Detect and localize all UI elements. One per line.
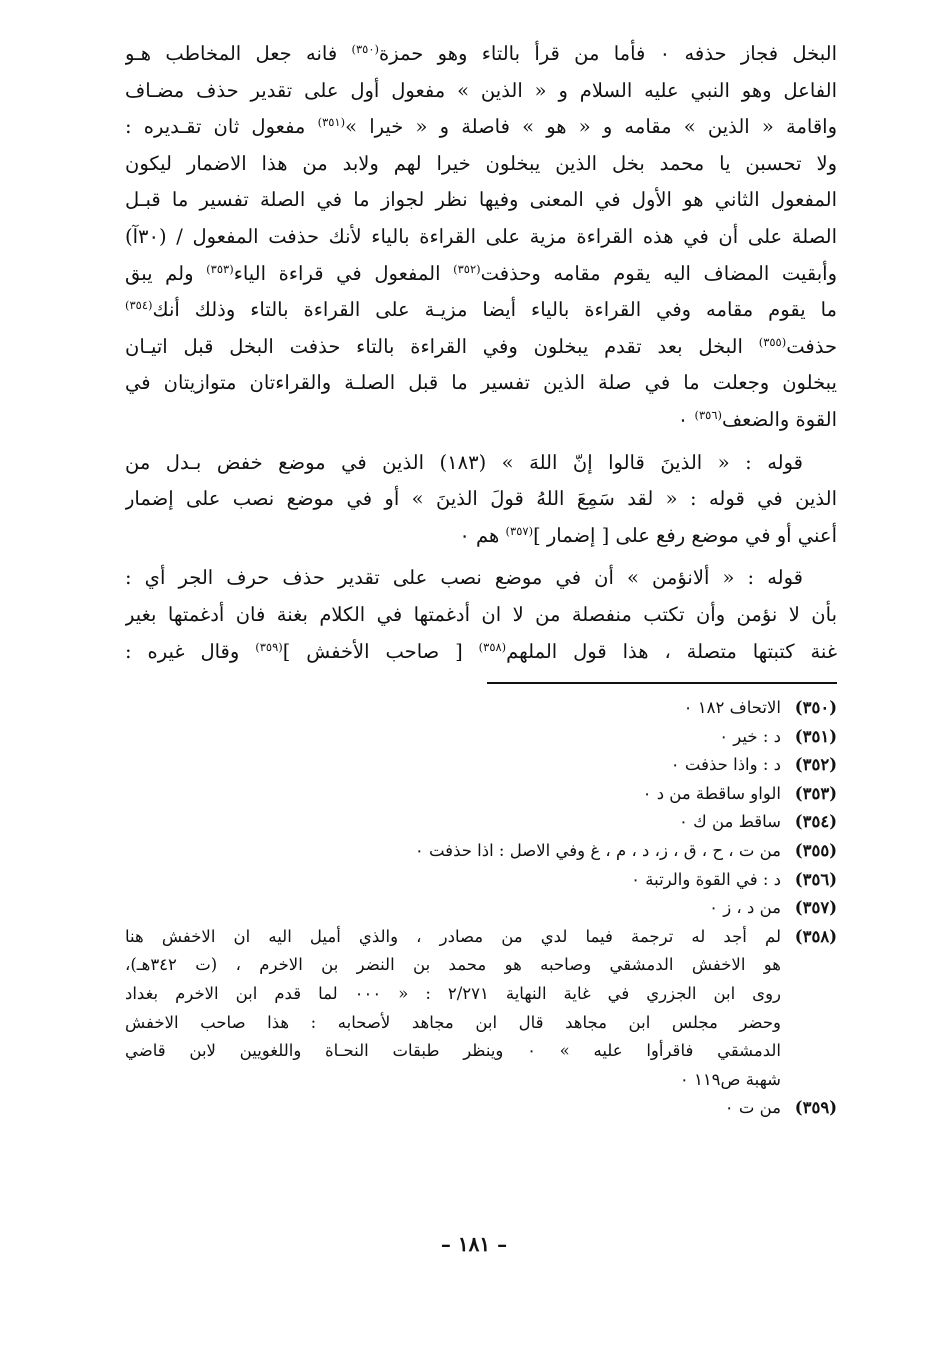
footnote-text: من ت ، ح ، ق ، ز، د ، م ، غ وفي الاصل : اذا حذفت ٠ <box>414 841 781 861</box>
footnote-number: (٣٥٢) <box>794 755 837 775</box>
text-line: بأن لا نؤمن وأن تكتب منفصلة من لا ان أدغمتها في الكلام بغنة فان أدغمتها بغير <box>125 602 837 626</box>
footnote <box>125 866 837 895</box>
text-line: قوله : « ألانؤمن » أن في موضع نصب على تقدير حذف حرف الجر أي : <box>125 566 803 590</box>
footnote-number: (٣٥٤) <box>794 812 837 832</box>
footnote-ref: (٣٥٣) <box>206 261 234 276</box>
text-line: القوة والضعف$^{(٣٥٦)}$ ٠ <box>677 407 837 431</box>
footnote-ref: (٣٥٧) <box>505 523 534 538</box>
footnote-number: (٣٥٠) <box>794 698 837 718</box>
footnote-text: وحضر مجلس ابن مجاهد قال ابن مجاهد لأصحابه : هذا صاحب الاخفش <box>125 1012 781 1032</box>
footnote-ref: (٣٥٤) <box>125 298 153 313</box>
text-line: ما يقوم مقامه وفي القراءة بالياء أيضا مزيـة على القراءة بالتاء وذلك أنك$^{(٣٥٤)}$ <box>125 298 837 322</box>
footnote-number: (٣٥٥) <box>794 841 837 861</box>
footnote-ref: (٣٥١) <box>317 115 346 130</box>
footnote-text: الاتحاف ١٨٢ ٠ <box>683 698 781 718</box>
footnotes <box>125 694 837 1123</box>
footnote-text: الواو ساقطة من د ٠ <box>642 783 781 803</box>
text-line: المفعول الثاني هو الأول في المعنى وفيها نظر لجواز ما في الصلة تفسير ما قبـل <box>125 188 837 212</box>
footnote <box>125 894 837 923</box>
footnote <box>125 808 837 837</box>
page <box>125 36 837 1123</box>
text-line: ولا تحسبن يا محمد بخل الذين يبخلون خيرا لهم ولابد من هذا الاضمار ليكون <box>125 151 837 175</box>
text-line: الفاعل وهو النبي عليه السلام و « الذين » مفعول أول على تقدير حذف مضـاف <box>125 78 837 102</box>
footnote-number: (٣٥٣) <box>794 783 837 803</box>
footnote <box>125 837 837 866</box>
footnote-text: شهبة ص١١٩ ٠ <box>679 1069 781 1089</box>
footnote <box>125 694 837 723</box>
text-line: أعني أو في موضع رفع على [ إضمار ]$^{(٣٥٧)}$ هم ٠ <box>459 523 837 547</box>
footnote-text: من د ، ز ٠ <box>709 898 781 918</box>
footnote <box>125 1094 837 1123</box>
footnote-text: د : واذا حذفت ٠ <box>670 755 781 775</box>
text-line: الصلة على أن في هذه القراءة مزية على القراءة بالياء لأنك حذفت المفعول / (٣٠آ) <box>125 224 837 248</box>
footnote-number: (٣٥٩) <box>794 1098 837 1118</box>
text-line: قوله : « الذينَ قالوا إنّ اللهَ » (١٨٣) الذين في موضع خفض بـدل من <box>125 450 803 474</box>
text-line: يبخلون وجعلت ما في صلة الذين تفسير ما قبل الصلـة والقراءتان متوازيتان في <box>125 371 837 395</box>
text-line: الذين في قوله : « لقد سَمِعَ اللهُ قولَ الذينَ » أو في موضع نصب على إضمار <box>125 487 837 511</box>
footnote-number: (٣٥١) <box>794 726 837 746</box>
footnote <box>125 780 837 809</box>
footnote-text: الدمشقي فاقرأوا عليه » ٠ وينظر طبقات النحـاة واللغويين لابن قاضي <box>125 1041 781 1061</box>
main-text <box>125 36 837 670</box>
footnote-text: د : خير ٠ <box>719 726 781 746</box>
footnote-text: لم أجد له ترجمة فيما لدي من مصادر ، والذي أميل اليه ان الاخفش هنا <box>125 926 781 946</box>
footnote-ref: (٣٥٨) <box>478 639 507 654</box>
footnote-text: ساقط من ك ٠ <box>678 812 781 832</box>
footnote-ref: (٣٥٥) <box>758 334 787 349</box>
footnote-ref: (٣٥٦) <box>694 407 722 422</box>
text-line: غنة كتبتها متصلة ، هذا قول الملهم$^{(٣٥٨)}$ [ صاحب الأخفش ]$^{(٣٥٩)}$ وقال غيره : <box>125 639 837 663</box>
footnote-text: د : في القوة والرتبة ٠ <box>631 869 781 889</box>
footnote <box>125 751 837 780</box>
text-line: واقامة « الذين » مقامه و « هو » فاصلة و « خيرا »$^{(٣٥١)}$ مفعول ثان تقـديره : <box>125 115 837 139</box>
footnote-separator <box>487 682 837 684</box>
footnote-ref: (٣٥٠) <box>351 42 380 56</box>
footnote-ref: (٣٥٩) <box>255 639 283 654</box>
footnote-number: (٣٥٦) <box>794 869 837 889</box>
footnote-text: هو الاخفش الدمشقي وصاحبه هو محمد بن النضر بن الاخرم ، (ت ٣٤٢هـ)، <box>125 955 781 975</box>
footnote <box>125 723 837 752</box>
text-line: وأبقيت المضاف اليه يقوم مقامه وحذفت$^{(٣٥٢)}$ المفعول في قراءة الياء$^{(٣٥٣)}$ ولم يبق <box>125 261 837 285</box>
text-line: حذفت$^{(٣٥٥)}$ البخل بعد تقدم يبخلون وفي القراءة بالتاء حذفت البخل قبل اتيـان <box>125 334 837 358</box>
footnote-text: من ت ٠ <box>724 1098 781 1118</box>
footnote-number: (٣٥٧) <box>794 898 837 918</box>
footnote <box>125 923 837 1095</box>
text-line: البخل فجاز حذفه ٠ فأما من قرأ بالتاء وهو حمزة$^{(٣٥٠)}$ فانه جعل المخاطب هـو <box>125 42 837 65</box>
footnote-text: روى ابن الجزري في غاية النهاية ٢/٢٧١ : « ٠٠٠ لما قدم ابن الاخرم بغداد <box>125 984 782 1004</box>
footnote-ref: (٣٥٢) <box>453 261 481 276</box>
page-number: – ١٨١ – <box>440 1232 508 1256</box>
footnote-number: (٣٥٨) <box>794 926 837 946</box>
